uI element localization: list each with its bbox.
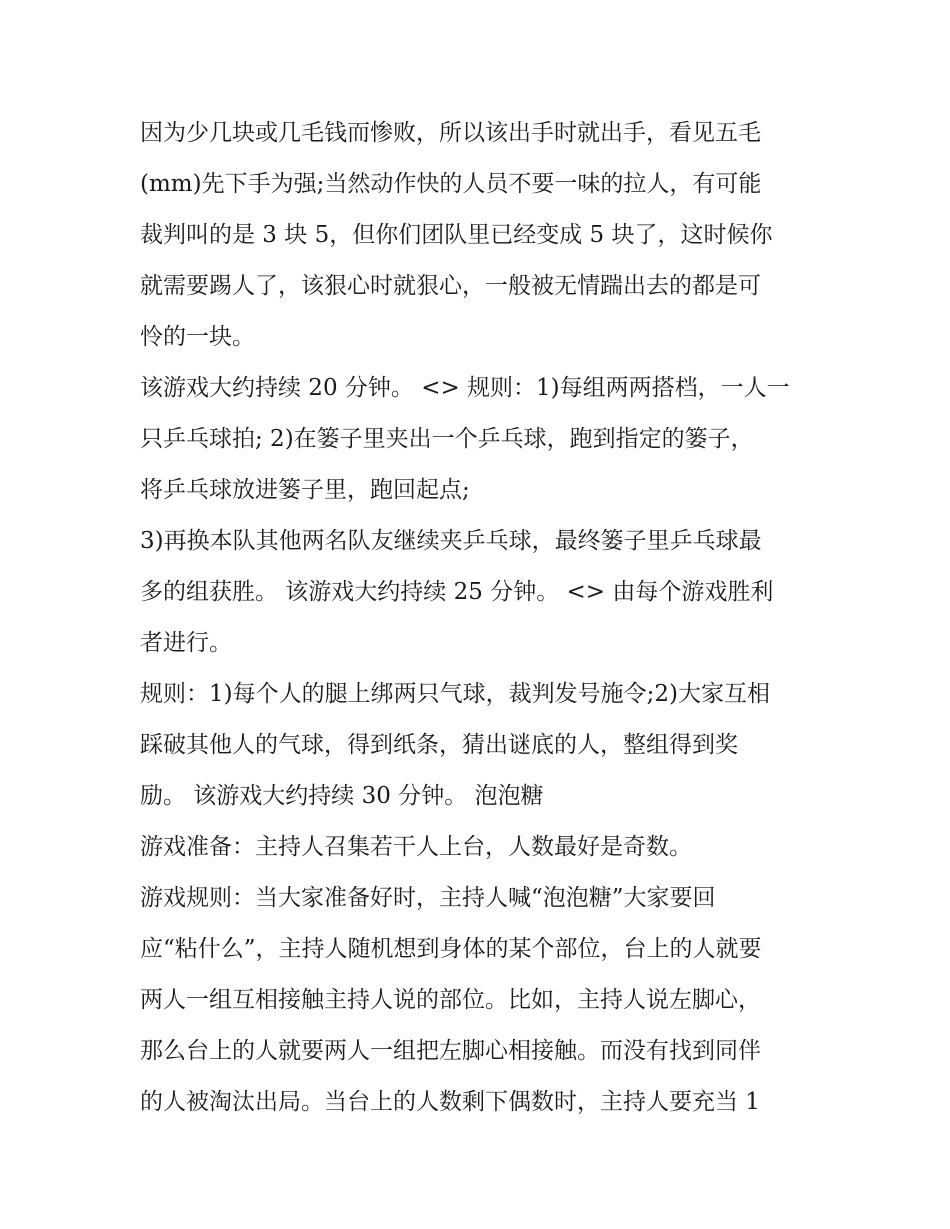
text-line: 因为少几块或几毛钱而惨败，所以该出手时就出手，看见五毛 xyxy=(140,120,761,146)
text-line: 踩破其他人的气球，得到纸条，猜出谜底的人，整组得到奖 xyxy=(140,732,738,758)
text-line: 两人一组互相接触主持人说的部位。比如，主持人说左脚心， xyxy=(140,987,761,1013)
text-line: 怜的一块。 xyxy=(140,324,255,350)
text-line: 游戏准备：主持人召集若干人上台，人数最好是奇数。 xyxy=(140,834,692,860)
text-line: 裁判叫的是 3 块 5，但你们团队里已经变成 5 块了，这时候你 xyxy=(140,222,773,248)
text-line: 那么台上的人就要两人一组把左脚心相接触。而没有找到同伴 xyxy=(140,1038,761,1064)
text-line: 者进行。 xyxy=(140,630,232,656)
text-line: 只乒乓球拍; 2)在篓子里夹出一个乒乓球，跑到指定的篓子， xyxy=(140,426,754,452)
text-line: (mm)先下手为强;当然动作快的人员不要一味的拉人，有可能 xyxy=(140,171,762,197)
text-line: 将乒乓球放进篓子里，跑回起点; xyxy=(140,477,470,503)
text-line: 游戏规则：当大家准备好时，主持人喊“泡泡糖”大家要回 xyxy=(140,885,716,911)
text-line: 的人被淘汰出局。当台上的人数剩下偶数时，主持人要充当 1 xyxy=(140,1089,760,1115)
text-line: 就需要踢人了，该狠心时就狠心，一般被无情踹出去的都是可 xyxy=(140,273,761,299)
text-line: 多的组获胜。 该游戏大约持续 25 分钟。 <> 由每个游戏胜利 xyxy=(140,579,774,605)
text-line: 3)再换本队其他两名队友继续夹乒乓球，最终篓子里乒乓球最 xyxy=(140,528,762,554)
document-body xyxy=(140,108,820,1128)
text-line: 规则：1)每个人的腿上绑两只气球，裁判发号施令;2)大家互相 xyxy=(140,681,770,707)
text-line: 励。 该游戏大约持续 30 分钟。 泡泡糖 xyxy=(140,783,544,809)
text-line: 应“粘什么”，主持人随机想到身体的某个部位，台上的人就要 xyxy=(140,936,762,962)
text-line: 该游戏大约持续 20 分钟。 <> 规则：1)每组两两搭档，一人一 xyxy=(140,375,790,401)
